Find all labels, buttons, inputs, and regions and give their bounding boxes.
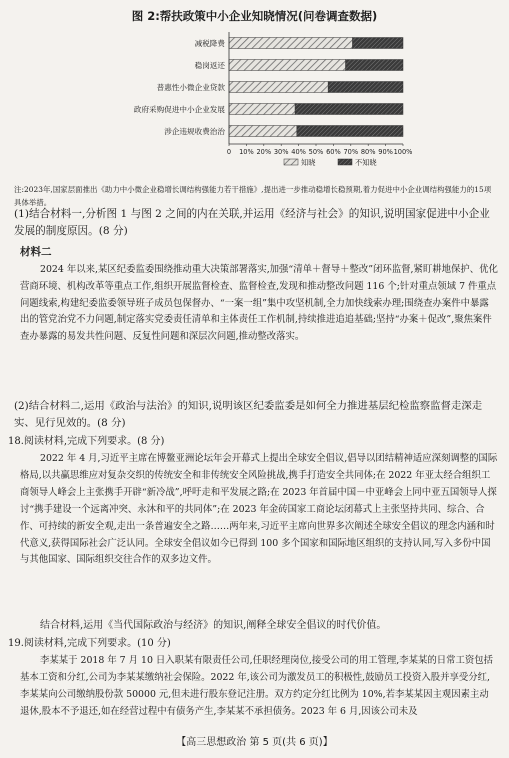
category-label: 稳岗返还 [194, 61, 225, 70]
bar-aware [229, 82, 328, 93]
question-18-task: 结合材料,运用《当代国际政治与经济》的知识,阐释全球安全倡议的时代价值。 [40, 620, 387, 631]
bar-unaware [328, 82, 403, 93]
question-1: (1)结合材料一,分析图 1 与图 2 之间的内在关联,并运用《经济与社会》的知识,说明国家促进中小企业发展的制度原因。(8 分) [14, 208, 490, 237]
material-2-heading: 材料二 [20, 246, 52, 258]
x-tick-label: 50% [308, 148, 324, 156]
question-2: (2)结合材料二,运用《政治与法治》的知识,说明该区纪委监委是如何全力推进基层纪检监察监督走深走实、见行见效的。(8 分) [14, 400, 483, 429]
category-label: 普惠性小微企业贷款 [156, 83, 225, 92]
x-tick-label: 60% [326, 148, 341, 156]
bar-unaware [297, 126, 403, 137]
bar-aware [229, 60, 346, 71]
bar-aware [229, 104, 295, 115]
stacked-bar-chart [0, 24, 509, 174]
question-18-text: 2022 年 4 月,习近平主席在博鳌亚洲论坛年会开幕式上提出全球安全倡议,倡导以团结精神适应深刻调整的国际格局,以共赢思维应对复杂交织的传统安全和非传统安全风险挑战,携手打造安全共同体;在 2022 年亚太经合组织工商领导人峰会上主张携手开辟“新冷战”,呼吁走和平发展之路;在 2023 年首届中国－中亚峰会上同中亚五国领导人探讨“携手建设一个远离冲突、永沐和平的共同体”;在 2023 年金砖国家工商论坛闭幕式上主张坚持共同、综合、合作、可持续的新安全观,走出一条普遍安全之路……两年来,习近平主席向世界多次阐述全球安全倡议的理念内涵和时代意义,获得国际社会广泛认同。全球安全倡议如今已得到 100 多个国家和国际地区组织的支持认同,写入多份中国与其他国家、国际组织交往合作的双多边文件。 [20, 453, 498, 566]
chart-note: 注:2023年,国家层面推出《助力中小微企业稳增长调结构强能力若干措施》,提出进一步推动稳增长稳预期,着力促进中小企业调结构强能力的15项具体举措。 [14, 185, 492, 207]
legend-swatch [338, 159, 352, 165]
material-2-text: 2024 年以来,某区纪委监委围绕推动重大决策部署落实,加强“清单＋督导＋整改”闭环监督,紧盯耕地保护、优化营商环境、机构改革等重点工作,组织开展监督检查、监督检查,发现和推动整改问题 116 个;针对重点领域 7 件重点问题线索,构建纪委监委领导班子成员包保督办、“一案一组”集中攻坚机制,全力加快线索办理;围绕查办案件中暴露出的管党治党不力问题,制定落实党委责任清单和主体责任工作机制,持续推进追追基础;坚持“办案＋促改”,聚焦案件查办暴露的易发共性问题、反复性问题和深层次问题,推动整改落实。 [20, 264, 498, 343]
page-footer: 【高三思想政治 第 5 页(共 6 页)】 [176, 737, 333, 748]
bar-aware [229, 126, 297, 137]
x-tick-label: 80% [360, 148, 376, 156]
question-19-heading: 19.阅读材料,完成下列要求。(10 分) [8, 638, 171, 649]
category-label: 政府采购促进中小企业发展 [133, 105, 225, 114]
legend-swatch [284, 159, 298, 165]
bar-unaware [346, 60, 403, 71]
figure-title: 图 2:帮扶政策中小企业知晓情况(问卷调查数据) [131, 9, 378, 23]
legend-label: 不知晓 [355, 158, 377, 167]
x-tick-label: 10% [239, 148, 254, 156]
bar-aware [229, 38, 353, 49]
x-tick-label: 40% [291, 148, 306, 156]
bar-unaware [295, 104, 403, 115]
x-tick-label: 30% [273, 148, 289, 156]
x-tick-label: 0 [226, 148, 232, 156]
x-tick-label: 70% [343, 148, 359, 156]
x-tick-label: 100% [393, 148, 413, 156]
category-label: 涉企违规收费治治 [164, 127, 225, 136]
bar-unaware [353, 38, 403, 49]
question-19-text: 李某某于 2018 年 7 月 10 日入职某有限责任公司,任职经理岗位,接受公司的用工管理,李某某的日常工资包括基本工资和分红,公司为李某某缴纳社会保险。2022 年,该公司为激发员工的积极性,鼓励员工投资入股并享受分红,李某某向公司缴纳股份款 50000 元,但未进行股东登记注册。双方约定分红比例为 10%,若李某某因主观因素主动退休,股本不予退还,如在经营过程中有债务产生,李某某不承担债务。2023 年 6 月,因该公司未及 [20, 655, 493, 717]
x-tick-label: 20% [256, 148, 272, 156]
category-label: 减税降费 [194, 39, 225, 48]
legend-label: 知晓 [301, 158, 316, 167]
question-18-heading: 18.阅读材料,完成下列要求。(8 分) [8, 436, 165, 447]
x-tick-label: 90% [378, 148, 393, 156]
